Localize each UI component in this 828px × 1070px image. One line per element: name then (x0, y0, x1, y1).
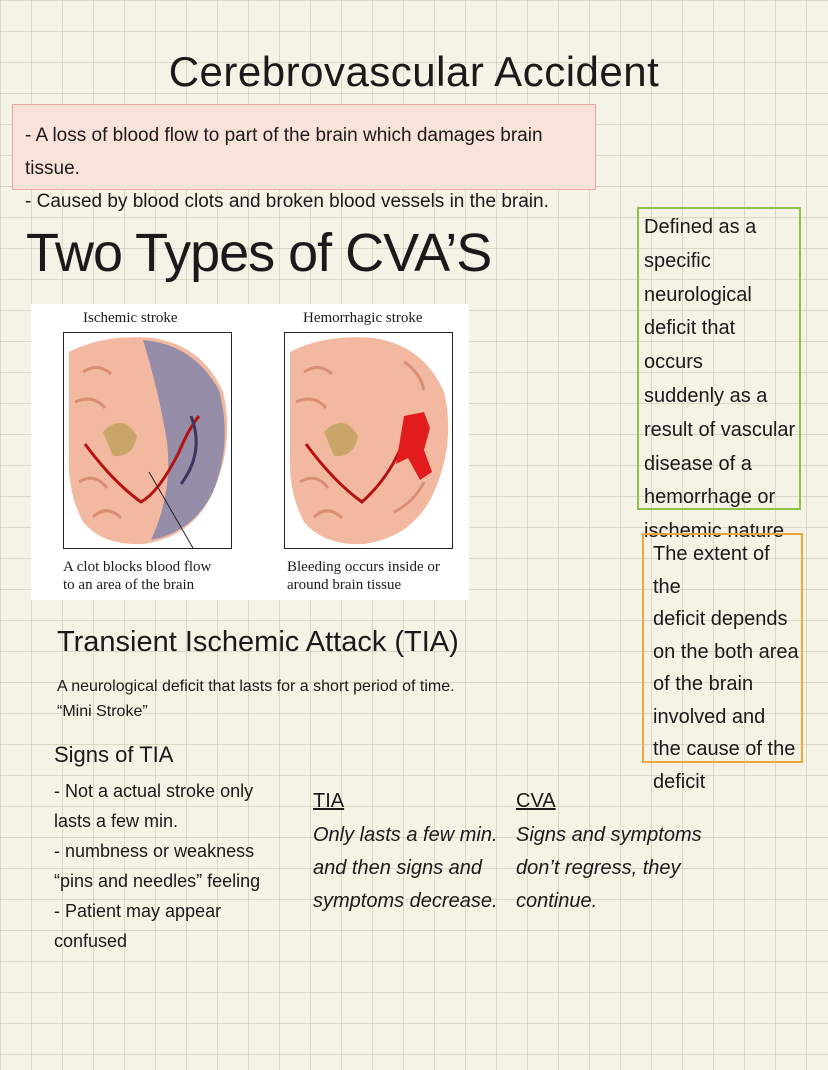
hemorrhagic-title: Hemorrhagic stroke (303, 310, 423, 326)
definition-line: - Caused by blood clots and broken blood vessels in the brain. (25, 191, 549, 212)
extent-note-box: The extent of the deficit depends on the both area of the brain involved and the cause of the deficit (642, 533, 803, 763)
definition-line: - A loss of blood flow to part of the brain which damages brain tissue. (25, 125, 543, 179)
compare-cva-heading: CVA (516, 790, 556, 812)
definition-box (12, 104, 596, 212)
signs-list: - Not a actual stroke only lasts a few min. - numbness or weakness “pins and needles” feeling - Patient may appear confused (54, 781, 261, 951)
compare-tia-heading: TIA (313, 790, 345, 812)
compare-tia-text: Only lasts a few min. and then signs and symptoms decrease. (313, 824, 498, 912)
ischemic-caption: A clot blocks blood flow to an area of the brain (63, 559, 212, 593)
stroke-figure (31, 304, 469, 600)
hemorrhagic-caption: Bleeding occurs inside or around brain tissue (287, 559, 440, 593)
types-heading: Two Types of CVA’S (26, 223, 492, 283)
tia-heading: Transient Ischemic Attack (TIA) (57, 626, 459, 658)
page-title: Cerebrovascular Accident (168, 48, 660, 95)
tia-definition: A neurological deficit that lasts for a short period of time. “Mini Stroke” (57, 678, 455, 720)
definition-note-box: Defined as a specific neurological deficit that occurs suddenly as a result of vascular disease of a hemorrhage or ischemic nature (637, 207, 801, 510)
ischemic-title: Ischemic stroke (83, 310, 178, 326)
hemorrhagic-brain-illustration (284, 332, 454, 550)
signs-heading: Signs of TIA (54, 742, 174, 767)
ischemic-brain-illustration (63, 332, 233, 550)
compare-cva-text: Signs and symptoms don’t regress, they continue. (516, 824, 702, 912)
